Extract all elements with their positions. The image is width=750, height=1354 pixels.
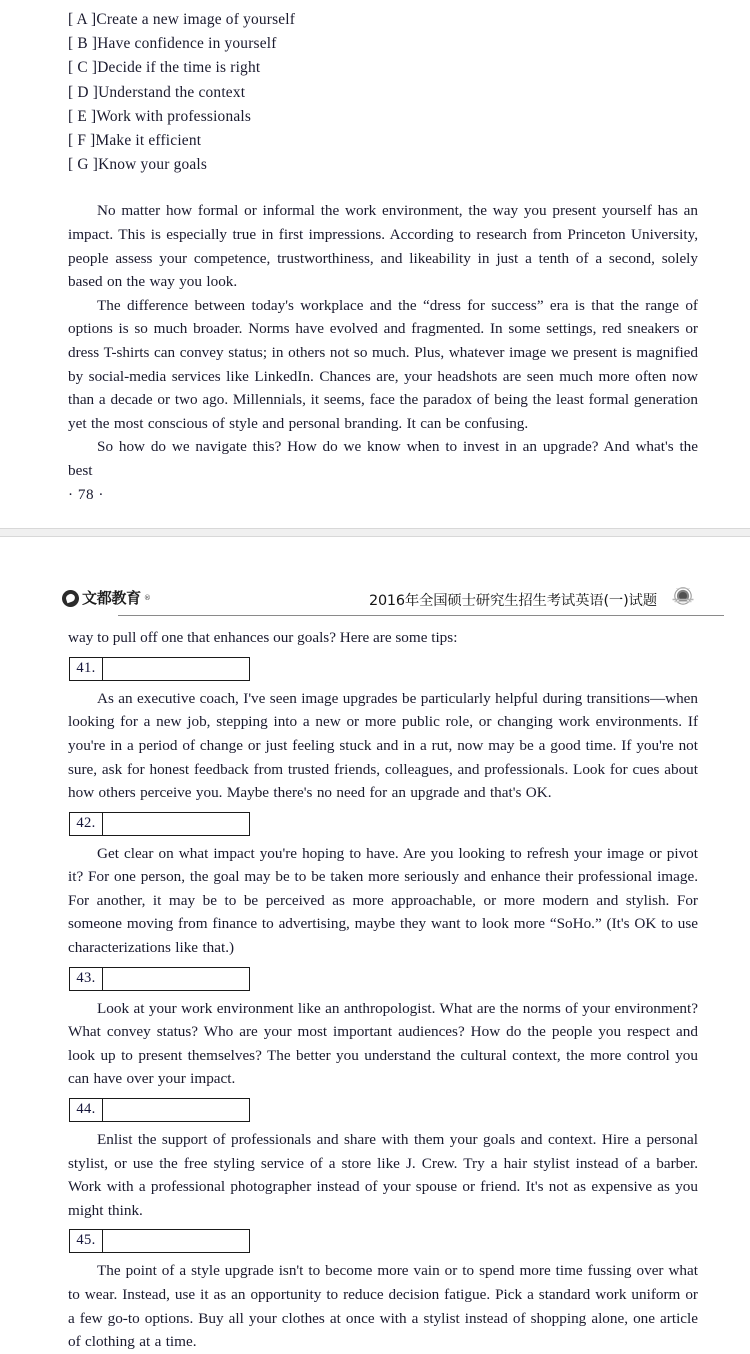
header-rule	[118, 615, 724, 616]
option-text-a: Create a new image of yourself	[96, 11, 296, 28]
page-two	[0, 582, 750, 1354]
paragraph-42: Get clear on what impact you're hoping to have. Are you looking to refresh your image or pivot it? For one person, the goal may be to be taken more seriously and enhance their professional image. For another, it may be to be perceived as more approachable, or more modern and stylish. For someone moving from finance to advertising, maybe they want to look more “SoHo.” (It's OK to use characterizations like that.)	[68, 844, 698, 957]
page-gap-top	[0, 506, 750, 528]
paragraph-44: Enlist the support of professionals and share with them your goals and context. Hire a personal stylist, or use the free styling service of a store like J. Crew. Try a hair stylist instead of a barber. Work with a professional photographer instead of your spouse or friend. It's not as expensive as you might think.	[68, 1131, 698, 1219]
page-title: 2016年全国硕士研究生招生考试英语(一)试题	[369, 593, 657, 610]
circle-swirl-logo-icon	[62, 590, 79, 607]
page-one	[0, 0, 750, 506]
registered-mark: ®	[143, 594, 151, 603]
option-tag-d: [ D ]	[68, 83, 99, 101]
paragraph-45: The point of a style upgrade isn't to become more vain or to spend more time fussing over what to wear. Instead, use it as an opportunity to reduce decision fatigue. Pick a standard work uniform or a few go-to options. Buy all your clothes at once with a stylist instead of shopping alone, one article of clothing at a time.	[68, 1262, 698, 1351]
exam-seal-icon	[670, 584, 696, 610]
option-item-f	[68, 129, 698, 153]
option-tag-a: [ A ]	[68, 11, 97, 28]
paragraph-43: Look at your work environment like an anthropologist. What are the norms of your environment? What convey status? Who are your most important audiences? How do the people you respect and look up to present themselves? The better you understand the cultural context, the more control you can have over your impact.	[68, 999, 698, 1088]
option-tag-e: [ E ]	[68, 107, 97, 125]
answer-input-42[interactable]	[103, 813, 249, 835]
answer-number-44: 44.	[70, 1099, 103, 1121]
page-header	[0, 582, 750, 614]
option-item-e	[68, 105, 698, 129]
option-tag-g: [ G ]	[68, 156, 99, 174]
answer-number-42: 42.	[70, 813, 103, 835]
answer-number-43: 43.	[70, 968, 103, 990]
answer-box-42[interactable]	[69, 812, 250, 836]
answer-options-list	[68, 8, 698, 177]
option-item-g	[68, 153, 698, 177]
answer-box-45[interactable]	[69, 1229, 250, 1253]
answer-box-44[interactable]	[69, 1098, 250, 1122]
option-text-d: Understand the context	[98, 83, 246, 101]
option-text-b: Have confidence in yourself	[97, 35, 277, 53]
brand-logo	[62, 590, 151, 607]
option-text-g: Know your goals	[98, 156, 208, 174]
answer-input-45[interactable]	[103, 1230, 249, 1252]
answer-input-44[interactable]	[103, 1099, 249, 1121]
option-tag-f: [ F ]	[68, 132, 96, 150]
answer-box-41[interactable]	[69, 657, 250, 681]
brand-name: 文都教育	[82, 588, 141, 607]
answer-number-45: 45.	[70, 1230, 103, 1252]
option-text-e: Work with professionals	[96, 107, 252, 125]
answer-box-43[interactable]	[69, 967, 250, 991]
answer-number-41: 41.	[70, 658, 103, 680]
option-tag-b: [ B ]	[68, 35, 98, 53]
answer-input-41[interactable]	[103, 658, 249, 680]
lead-line: way to pull off one that enhances our goals? Here are some tips:	[68, 629, 458, 647]
option-item-a	[68, 8, 698, 32]
paragraph-intro-2: The difference between today's workplace and the “dress for success” era is that the range of options is so much broader. Norms have evolved and fragmented. In some settings, red sneakers or dress T-shirts can convey status; in others not so much. Plus, whatever image we present is magnified by social-media services like LinkedIn. Chances are, your headshots are seen much more often now than a decade or two ago. Millennials, it seems, face the paradox of being the least formal generation yet the most conscious of style and personal branding. It can be confusing.	[68, 296, 698, 432]
option-tag-c: [ C ]	[68, 59, 98, 77]
option-item-b	[68, 32, 698, 56]
option-text-f: Make it efficient	[95, 132, 202, 150]
page-number: · 78 ·	[68, 485, 104, 503]
answer-input-43[interactable]	[103, 968, 249, 990]
page-gap-bottom	[0, 537, 750, 582]
option-item-c	[68, 56, 698, 80]
paragraph-intro-1: No matter how formal or informal the work environment, the way you present yourself has an impact. This is especially true in first impressions. According to research from Princeton University, people assess your competence, trustworthiness, and likeability in just a tenth of a second, solely based on the way you look.	[68, 202, 698, 291]
paragraph-intro-3: So how do we navigate this? How do we know when to invest in an upgrade? And what's the best	[68, 438, 698, 479]
page-separator	[0, 528, 750, 537]
option-item-d	[68, 81, 698, 105]
paragraph-41: As an executive coach, I've seen image upgrades be particularly helpful during transitions—when looking for a new job, stepping into a new or more public role, or changing work environments. If you're in a period of change or just feeling stuck and in a rut, now may be a good time. If you're not sure, ask for honest feedback from trusted friends, colleagues, and professionals. Look for cues about how others perceive you. Maybe there's no need for an upgrade and that's OK.	[68, 689, 698, 802]
option-text-c: Decide if the time is right	[97, 59, 261, 77]
